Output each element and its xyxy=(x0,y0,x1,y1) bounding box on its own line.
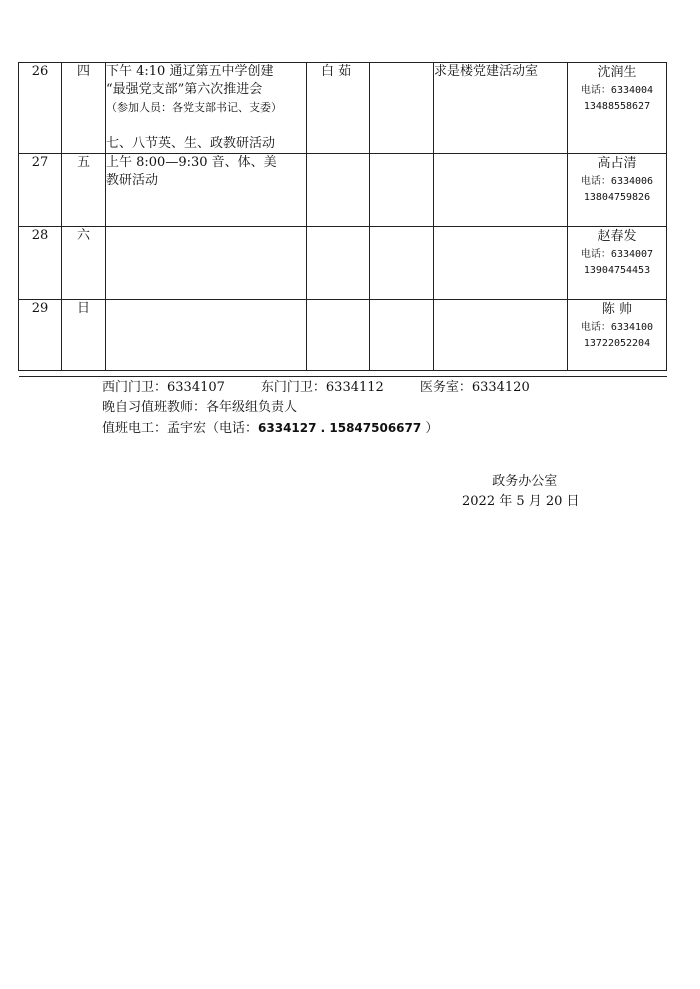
activity-cell xyxy=(106,63,307,154)
duty-person-mobile: 13904754453 xyxy=(583,265,651,276)
schedule-table xyxy=(18,62,667,377)
leader-cell xyxy=(307,154,370,227)
clinic-phone: 医务室：6334120 xyxy=(419,380,530,395)
blank-cell xyxy=(370,227,434,300)
blank-cell xyxy=(370,154,434,227)
location-cell: 求是楼党建活动室 xyxy=(434,63,568,154)
activity-line: 下午 4:10 通辽第五中学创建 xyxy=(106,64,274,79)
weekday-cell: 日 xyxy=(62,300,106,371)
duty-person-phone: 电话：6334006 xyxy=(580,176,654,187)
activity-line: 上午 8:00—9:30 音、体、美 xyxy=(106,155,277,170)
duty-person-cell xyxy=(568,154,667,227)
date-cell: 28 xyxy=(19,227,62,300)
activity-cell xyxy=(106,154,307,227)
west-gate-phone: 西门门卫：6334107 xyxy=(102,380,225,395)
duty-person-phone: 电话：6334007 xyxy=(580,249,654,260)
activity-line: 七、八节英、生、政教研活动 xyxy=(106,136,276,151)
date-cell: 26 xyxy=(19,63,62,154)
east-gate-phone: 东门门卫：6334112 xyxy=(260,380,384,395)
duty-person-name: 陈 帅 xyxy=(601,302,633,317)
table-row xyxy=(19,63,667,154)
duty-person-phone: 电话：6334100 xyxy=(580,322,654,333)
electrician-duty xyxy=(102,418,530,439)
gate-contacts xyxy=(102,378,530,398)
issue-date: 2022 年 5 月 20 日 xyxy=(462,494,580,509)
duty-person-name: 高占清 xyxy=(597,156,637,171)
office-name: 政务办公室 xyxy=(492,474,558,489)
table-row xyxy=(19,227,667,300)
blank-cell xyxy=(370,300,434,371)
signature-block xyxy=(462,472,580,512)
location-cell xyxy=(434,154,568,227)
duty-person-mobile: 13488558627 xyxy=(583,101,651,112)
evening-study-duty: 晚自习值班教师：各年级组负责人 xyxy=(102,400,298,415)
date-cell: 27 xyxy=(19,154,62,227)
location-cell xyxy=(434,300,568,371)
leader-cell: 白 茹 xyxy=(307,63,370,154)
activity-cell xyxy=(106,300,307,371)
table-bottom-rule xyxy=(19,371,667,377)
electrician-suffix: ） xyxy=(421,421,439,436)
activity-participants: （参加人员：各党支部书记、支委） xyxy=(106,101,282,114)
activity-line: “最强党支部”第六次推进会 xyxy=(106,82,263,97)
location-cell xyxy=(434,227,568,300)
activity-cell xyxy=(106,227,307,300)
duty-person-cell xyxy=(568,63,667,154)
weekday-cell: 五 xyxy=(62,154,106,227)
activity-line: 教研活动 xyxy=(106,173,159,188)
table-row xyxy=(19,300,667,371)
table-row xyxy=(19,154,667,227)
weekday-cell: 四 xyxy=(62,63,106,154)
blank-cell xyxy=(370,63,434,154)
duty-person-mobile: 13804759826 xyxy=(583,192,651,203)
leader-cell xyxy=(307,300,370,371)
electrician-phones: 6334127 . 15847506677 xyxy=(258,421,422,435)
electrician-prefix: 值班电工：孟宇宏（电话： xyxy=(102,421,259,436)
weekday-cell: 六 xyxy=(62,227,106,300)
duty-person-name: 沈润生 xyxy=(597,65,637,80)
leader-cell xyxy=(307,227,370,300)
duty-person-mobile: 13722052204 xyxy=(583,338,651,349)
date-cell: 29 xyxy=(19,300,62,371)
duty-person-cell xyxy=(568,300,667,371)
duty-person-cell xyxy=(568,227,667,300)
duty-person-name: 赵春发 xyxy=(597,229,637,244)
contact-footer xyxy=(102,378,530,439)
duty-person-phone: 电话：6334004 xyxy=(580,85,654,96)
